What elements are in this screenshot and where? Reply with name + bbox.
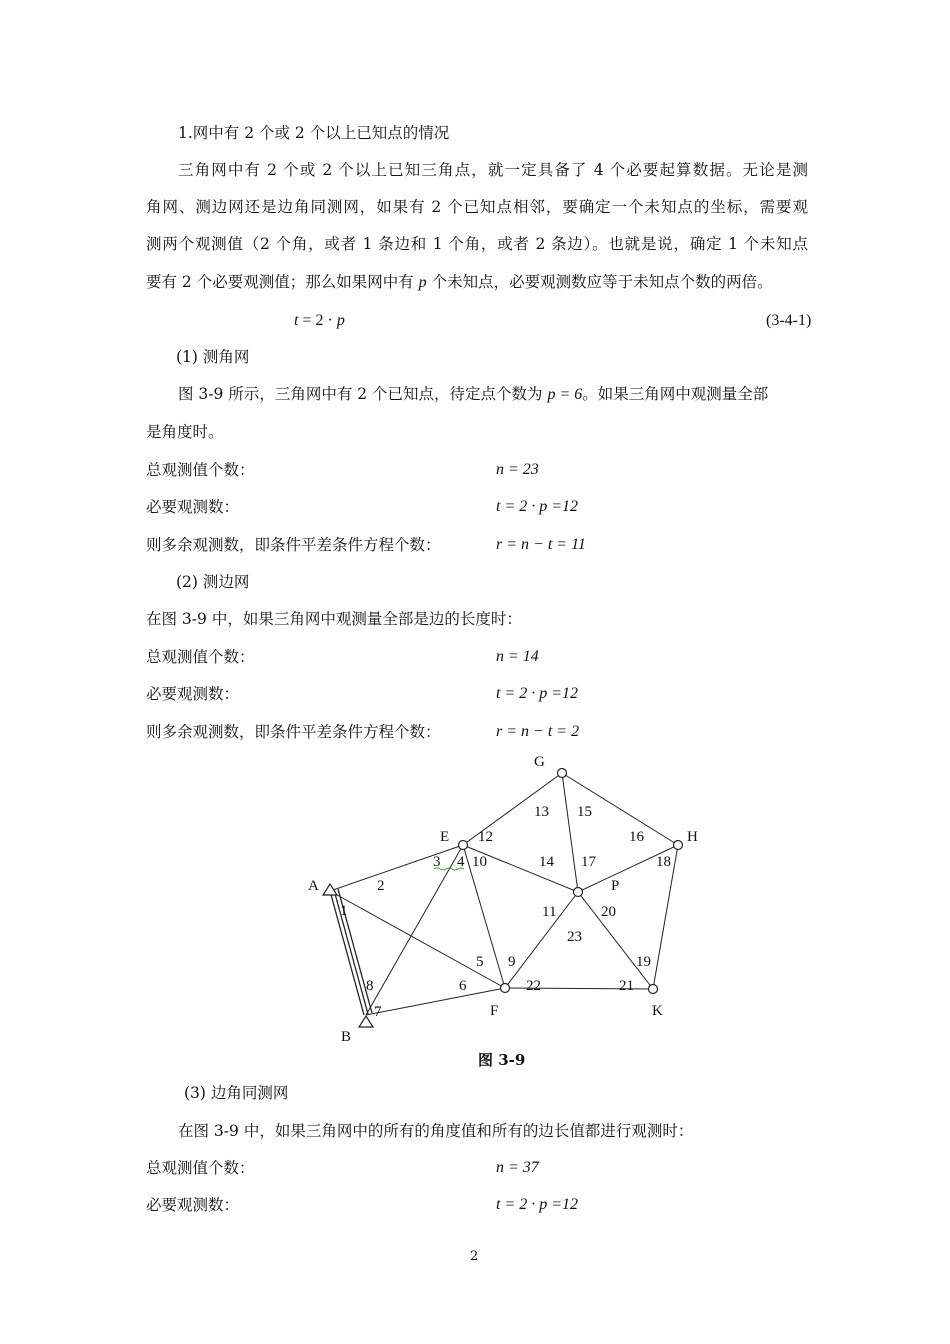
row-formula: r = n − t = 11 xyxy=(496,536,586,553)
angle-label: 5 xyxy=(476,954,484,970)
point-label-a: A xyxy=(308,878,319,894)
row-label: 总观测值个数： xyxy=(146,461,255,479)
row-label: 必要观测数： xyxy=(146,685,240,703)
unknown-point-e-circle xyxy=(459,841,468,850)
angle-label: 10 xyxy=(472,854,487,870)
point-label-f: F xyxy=(490,1003,499,1019)
page-number: 2 xyxy=(470,1249,479,1264)
row-formula: t = 2 · p =12 xyxy=(496,1196,579,1213)
point-label-k: K xyxy=(652,1003,663,1019)
unknown-point-g-circle xyxy=(558,769,567,778)
angle-label: 12 xyxy=(478,829,493,845)
edge-b-e xyxy=(366,845,463,1015)
equation-3-4-1: t = 2 · p xyxy=(294,312,345,329)
figure-caption: 图 3-9 xyxy=(478,1051,526,1069)
subsection-title: (1) 测角网 xyxy=(176,348,250,366)
row-label: 必要观测数： xyxy=(146,1196,240,1214)
paragraph-line: 在图 3-9 中，如果三角网中的所有的角度值和所有的边长值都进行观测时： xyxy=(178,1122,694,1140)
row-label: 总观测值个数： xyxy=(146,1159,255,1177)
row-formula: t = 2 · p =12 xyxy=(496,685,579,702)
row-label: 则多余观测数，即条件平差条件方程个数： xyxy=(146,723,441,741)
unknown-point-f-circle xyxy=(501,984,510,993)
unknown-point-p-circle xyxy=(574,888,583,897)
angle-label: 18 xyxy=(656,854,671,870)
paragraph-line: 要有 2 个必要观测值；那么如果网中有 p 个未知点，必要观测数应等于未知点个数的两倍。 xyxy=(146,273,773,291)
angle-label: 23 xyxy=(567,929,582,945)
row-formula: n = 37 xyxy=(496,1159,539,1176)
row-formula: r = n − t = 2 xyxy=(496,723,580,740)
angle-label: 21 xyxy=(619,978,634,994)
unknown-point-h-circle xyxy=(674,841,683,850)
unknown-point-k-circle xyxy=(649,985,658,994)
subsection-title: (2) 测边网 xyxy=(176,573,250,591)
angle-label: 4 xyxy=(457,854,465,870)
known-point-b-triangle xyxy=(359,1016,373,1027)
paragraph-line: 测两个观测值（2 个角，或者 1 条边和 1 个角，或者 2 条边）。也就是说，确定 1 个未知点 xyxy=(146,235,808,253)
paragraph-line: 角网、测边网还是边角同测网，如果有 2 个已知点相邻，要确定一个未知点的坐标，需要观 xyxy=(146,198,808,216)
point-label-g: G xyxy=(534,754,545,770)
angle-label: 2 xyxy=(377,878,385,894)
angle-label: 14 xyxy=(539,854,554,870)
subsection-title: (3) 边角同测网 xyxy=(184,1084,289,1102)
edge-g-p xyxy=(562,773,578,892)
paragraph-line: 是角度时。 xyxy=(146,423,224,441)
angle-label: 6 xyxy=(459,978,467,994)
angle-label: 1 xyxy=(340,903,348,919)
row-formula: t = 2 · p =12 xyxy=(496,498,579,515)
row-formula: n = 23 xyxy=(496,461,539,478)
point-label-b: B xyxy=(341,1029,352,1045)
angle-label: 13 xyxy=(534,804,549,820)
angle-label: 9 xyxy=(508,954,516,970)
angle-label: 19 xyxy=(636,954,651,970)
angle-label: 22 xyxy=(526,978,541,994)
angle-label: 20 xyxy=(601,904,616,920)
angle-label: 15 xyxy=(577,804,592,820)
section-heading: 1.网中有 2 个或 2 个以上已知点的情况 xyxy=(178,124,450,142)
edge-b-f xyxy=(366,988,505,1015)
row-label: 必要观测数： xyxy=(146,498,240,516)
point-label-p: P xyxy=(611,878,620,894)
angle-label: 3 xyxy=(433,854,441,870)
row-label: 总观测值个数： xyxy=(146,648,255,666)
paragraph-line: 图 3-9 所示，三角网中有 2 个已知点，待定点个数为 p = 6。如果三角网中观测量全部 xyxy=(178,385,769,403)
paragraph-line: 三角网中有 2 个或 2 个以上已知三角点，就一定具备了 4 个必要起算数据。无论是测 xyxy=(178,161,808,179)
angle-label: 8 xyxy=(366,978,374,994)
angle-label: 11 xyxy=(542,904,557,920)
edge-a-e xyxy=(330,845,463,891)
paragraph-line: 在图 3-9 中，如果三角网中观测量全部是边的长度时： xyxy=(146,610,522,628)
point-label-e: E xyxy=(440,829,450,845)
equation-number: (3-4-1) xyxy=(766,312,812,329)
row-label: 则多余观测数，即条件平差条件方程个数： xyxy=(146,536,441,554)
angle-label: 16 xyxy=(629,829,644,845)
angle-label: 17 xyxy=(581,854,596,870)
point-label-h: H xyxy=(687,829,698,845)
row-formula: n = 14 xyxy=(496,648,539,665)
angle-label: 7 xyxy=(374,1004,382,1020)
